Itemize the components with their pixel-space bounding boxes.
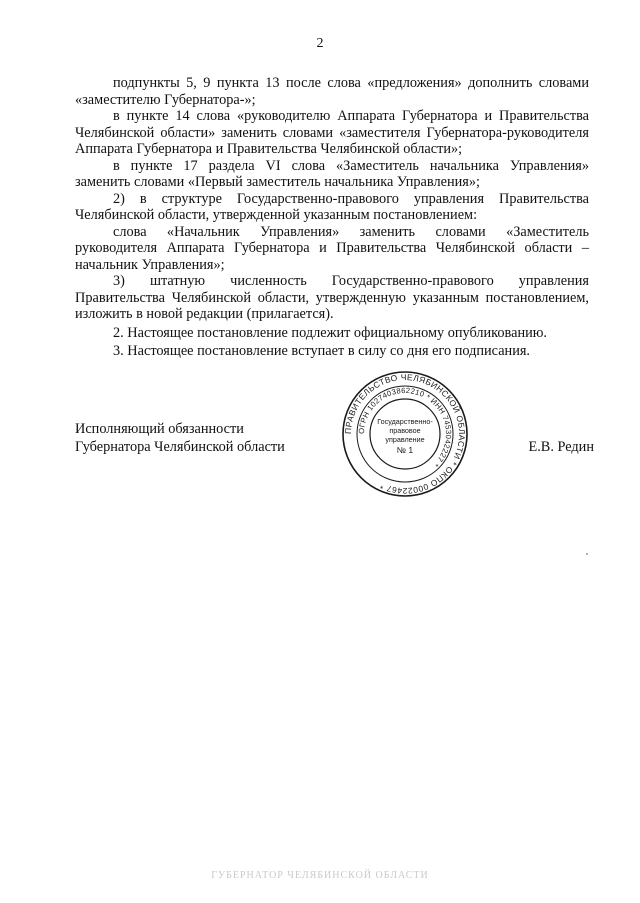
seal-inner-text: ОГРН 1027403862210 * ИНН 7453042227 *	[356, 385, 454, 469]
signatory-position	[75, 421, 285, 456]
seal-outer-text: ПРАВИТЕЛЬСТВО ЧЕЛЯБИНСКОЙ ОБЛАСТИ * ОКПО 00022467 *	[342, 371, 468, 497]
signatory-position-line2: Губернатора Челябинской области	[75, 438, 285, 455]
signatory-name: Е.В. Редин	[528, 439, 594, 455]
document-body	[75, 75, 589, 360]
official-seal	[340, 369, 470, 499]
page-number: 2	[316, 36, 324, 51]
seal-center-line2: правовое	[389, 426, 421, 435]
paragraph-point-17: в пункте 17 раздела VI слова «Заместитель начальника Управления» заменить словами «Первый заместитель начальника Управления»;	[75, 157, 589, 190]
paragraph-effective-date: 3. Настоящее постановление вступает в силу со дня его подписания.	[113, 343, 530, 359]
footer-watermark: ГУБЕРНАТОР ЧЕЛЯБИНСКОЙ ОБЛАСТИ	[211, 870, 429, 881]
paragraph-subpoints-5-9: подпункты 5, 9 пункта 13 после слова «предложения» дополнить словами «заместителю Губернатора-»;	[75, 75, 589, 108]
seal-center-line4: № 1	[396, 445, 414, 455]
paragraph-publication: 2. Настоящее постановление подлежит официальному опубликованию.	[113, 324, 548, 341]
signatory-position-line1: Исполняющий обязанности	[75, 421, 244, 437]
seal-center-line3: управление	[385, 435, 425, 444]
paragraph-point-14: в пункте 14 слова «руководителю Аппарата Губернатора и Правительства Челябинской области» заменить словами «заместителя Губернатора-руководителя Аппарата Губернатора и Правительства Челябинской области»;	[75, 108, 589, 157]
scan-speck	[586, 553, 588, 555]
seal-center-line1: Государственно-	[377, 417, 433, 426]
paragraph-words-head: слова «Начальник Управления» заменить словами «Заместитель руководителя Аппарата Губернатора и Правительства Челябинской области – начальник Управления»;	[75, 223, 589, 273]
paragraph-structure: 2) в структуре Государственно-правового управления Правительства Челябинской области, утвержденной указанным постановлением:	[75, 190, 589, 223]
paragraph-staff-number: 3) штатную численность Государственно-правового управления Правительства Челябинской области, утвержденную указанным постановлением, изложить в новой редакции (прилагается).	[75, 273, 589, 322]
